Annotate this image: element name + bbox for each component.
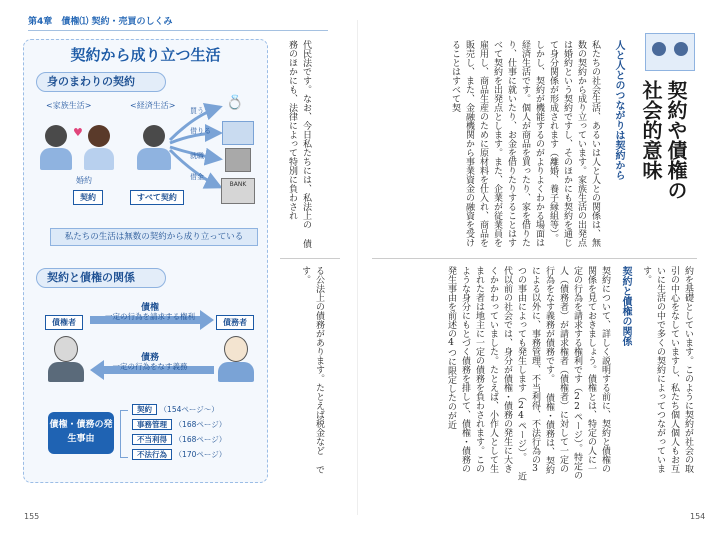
cause-name: 不法行為 [132, 449, 172, 460]
cause-ref: （168ページ） [174, 435, 227, 444]
person-icon [652, 42, 666, 56]
column-rule [280, 258, 340, 259]
para-3: 約を基礎としています。このように契約が社会の取引の中心をなしていますし、私たち個人個人もお互いに生活の中で多くの契約によってつながっています。 [641, 266, 693, 473]
cause-item [132, 404, 226, 419]
diamond-ring-icon: 💍 [226, 95, 244, 111]
chapter-header [28, 14, 173, 27]
creditor-tag: 債権者 [45, 315, 83, 330]
contract-tag: 契約 [73, 190, 103, 205]
family-life-label: <家族生活> [46, 101, 92, 110]
arrow-label-loan: 借金 [190, 173, 204, 181]
para-6: 近代以前の社会では、身分が債権・債務の発生に大きくかかわっていました。たとえば、小作人として生まれた者は地主に一定の債務を負わされます。このような身分にもとづく債務を排して、債権・債務の発生事由を前述の4つに限定したのが近 [446, 266, 526, 481]
side-heading-1: 人と人とのつながりは契約から [613, 40, 624, 180]
cause-name: 不当利得 [132, 434, 172, 445]
section-head-contracts: 身のまわりの契約 [36, 72, 166, 92]
obligation-title: 債務 [140, 353, 159, 363]
cause-ref: （168ページ） [174, 420, 227, 429]
arrow-label-buy: 買う [190, 107, 204, 115]
para-1: 私たちの社会生活、あるいは人と人との関係は、無数の契約から成り立っています。家族生活の出発点は婚約という契約ですし、そのほかにも契約を通じて身分関係が形成されます（離婚、養子縁組等）。 [548, 40, 600, 247]
header-rule [28, 30, 328, 31]
marriage-label: 婚約 [76, 176, 92, 185]
chapter-number: 第4章 [28, 17, 53, 27]
house-icon [222, 121, 254, 145]
para-2: しかし、契約が機能するのがよりよくわかる場面は経済生活です。個人が商品を買ったり、家を借りたり、仕事に就いたり、お金を借りたりすることはすべて契約を出発点とします。また、企業が従業員を雇用し、商品生産のために原材料を仕入れ、商品を販売し、また、金融機関から事業資金の融資を受けることはすべて契 [450, 40, 544, 247]
woman-body [84, 148, 114, 170]
page-number-left: 155 [24, 512, 40, 521]
page-gutter [357, 20, 358, 515]
arrow-label-employ: 就職 [190, 152, 204, 160]
creditor-avatar [54, 336, 78, 362]
man-avatar [45, 125, 67, 147]
cause-ref: （154ページ〜） [159, 405, 219, 414]
right-upper-text [372, 40, 602, 255]
heart-icon: ♥ [73, 126, 83, 139]
woman-avatar [88, 125, 110, 147]
left-text-4: です。 [300, 266, 324, 474]
cause-name: 契約 [132, 404, 157, 415]
obligation-desc: 一定の行為をなす義務 [112, 362, 188, 371]
para-4: 契約について、詳しく説明する前に、契約と債権の関係を見ておきましょう。債権とは、特定の人に一定の行為を請求する権利です（22ページ）。特定の人（債務者）が請求権者（債権者）に対して一定の行為をなす義務が債務です。 [544, 266, 610, 480]
claim-desc: 一定の行為を請求する権利 [105, 312, 195, 321]
causes-label: 債権・債務の発生事由 [48, 412, 114, 454]
topic-title-2: 社会的意味 [639, 80, 663, 180]
man-body [40, 148, 72, 170]
person-avatar [143, 125, 165, 147]
cause-ref: （170ページ） [174, 450, 227, 459]
right-lower-text-b [372, 266, 612, 481]
cause-name: 事務管理 [132, 419, 172, 430]
chapter-title: 債権⑴ 契約・売買のしくみ [61, 17, 173, 27]
left-text-col [285, 40, 313, 250]
cause-item [132, 419, 226, 434]
office-building-icon [225, 148, 251, 172]
panel-title: 契約から成り立つ生活 [70, 46, 221, 64]
left-text-3: る公法上の債務があります。たとえば税金など [314, 266, 324, 455]
bank-building-icon: BANK [221, 178, 255, 204]
arrow-label-rent: 借りる [190, 127, 211, 135]
causes-bracket [120, 410, 128, 458]
debtor-body [218, 362, 254, 382]
economic-life-label: <経済生活> [130, 101, 176, 110]
claim-title: 債権 [140, 303, 159, 313]
person-icon [674, 42, 688, 56]
creditor-body [48, 362, 84, 382]
right-column-rule [372, 258, 697, 259]
section-head-relation: 契約と債権の関係 [36, 268, 166, 288]
debtor-tag: 債務者 [216, 315, 254, 330]
cause-item [132, 434, 226, 449]
topic-illustration [645, 33, 695, 71]
cause-item [132, 449, 226, 464]
left-text-2: 債務のほかにも、法律によって特別に負わされ [287, 40, 311, 248]
debtor-avatar [224, 336, 248, 362]
right-lower-text-a [635, 266, 695, 481]
summary-box: 私たちの生活は無数の契約から成り立っている [50, 228, 258, 246]
side-heading-2: 契約と債権の関係 [620, 266, 631, 346]
left-text-col-lower [298, 266, 326, 476]
all-contracts-tag: すべて契約 [130, 190, 184, 205]
para-5: 債権・債務は、契約による以外に、事務管理、不当利得、不法行為の3つの事由によっても発生します（24ページ）。 [516, 266, 554, 474]
left-text-1: 代民法です。なお、今日私たちには、私法上の [301, 40, 311, 229]
cause-list [132, 404, 226, 464]
topic-title-1: 契約や債権の [664, 80, 688, 200]
page-number-right: 154 [690, 512, 706, 521]
